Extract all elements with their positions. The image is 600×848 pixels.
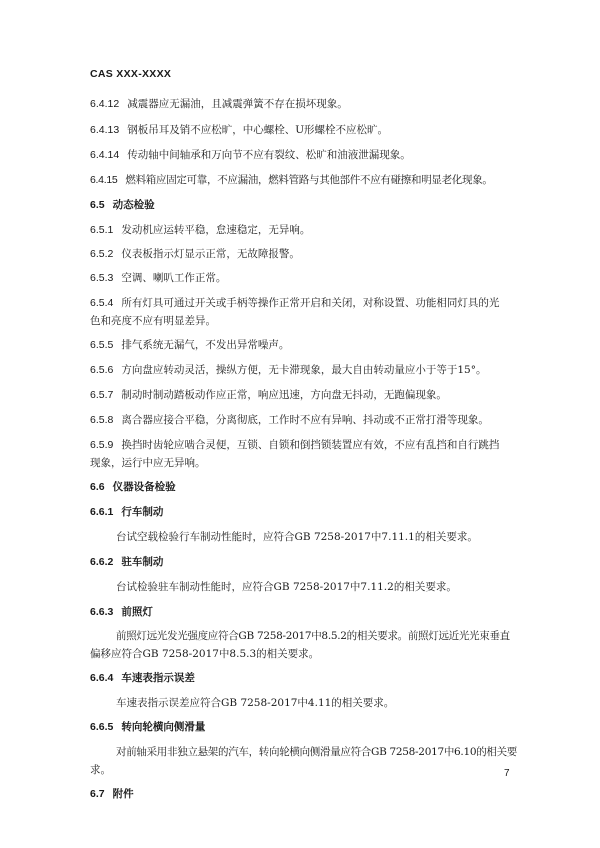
subsection-6-6-4 xyxy=(90,669,520,688)
clause-6-5-2 xyxy=(90,245,520,264)
document-header: CAS XXX-XXXX xyxy=(90,68,172,80)
clause-6-5-9 xyxy=(90,436,520,455)
section-number: 6.5 xyxy=(90,199,105,211)
section-6-7 xyxy=(90,785,520,804)
clause-text: 换挡时齿轮应啮合灵便，互锁、自锁和倒挡锁装置应有效，不应有乱挡和自行跳挡 xyxy=(121,439,500,451)
clause-text: 钢板吊耳及销不应松旷，中心螺栓、U形螺栓不应松旷。 xyxy=(127,124,389,136)
section-number: 6.6.1 xyxy=(90,506,114,518)
subsection-6-6-3 xyxy=(90,603,520,622)
clause-number: 6.5.2 xyxy=(90,248,114,260)
subsection-6-6-2 xyxy=(90,553,520,572)
clause-6-5-8 xyxy=(90,411,520,430)
clause-text: 仪表板指示灯显示正常，无故障报警。 xyxy=(121,248,300,260)
clause-text: 排气系统无漏气，不发出异常噪声。 xyxy=(121,339,290,351)
section-title: 动态检验 xyxy=(112,199,155,211)
body-6-6-4: 车速表指示误差应符合GB 7258-2017中4.11的相关要求。 xyxy=(116,697,395,709)
section-6-5 xyxy=(90,196,520,215)
clause-text: 离合器应接合平稳，分离彻底，工作时不应有异响、抖动或不正常打滑等现象。 xyxy=(121,414,489,426)
section-title: 附件 xyxy=(112,788,134,800)
section-title: 车速表指示误差 xyxy=(121,672,195,684)
clause-6-5-3 xyxy=(90,269,520,288)
clause-6-4-14 xyxy=(90,146,520,165)
clause-6-5-5 xyxy=(90,336,520,355)
clause-number: 6.5.8 xyxy=(90,414,114,426)
clause-6-5-4-continued: 色和亮度不应有明显差异。 xyxy=(90,315,216,327)
clause-text: 发动机应运转平稳，怠速稳定，无异响。 xyxy=(121,224,311,236)
clause-6-4-15 xyxy=(90,171,520,190)
subsection-6-6-5 xyxy=(90,718,520,737)
clause-number: 6.5.1 xyxy=(90,224,114,236)
clause-text: 减震器应无漏油，且减震弹簧不存在损坏现象。 xyxy=(127,98,348,110)
clause-text: 空调、喇叭工作正常。 xyxy=(121,272,227,284)
section-number: 6.6.5 xyxy=(90,721,114,733)
section-title: 行车制动 xyxy=(121,506,164,518)
section-number: 6.6 xyxy=(90,481,105,493)
clause-number: 6.5.7 xyxy=(90,389,114,401)
clause-6-4-12 xyxy=(90,95,520,114)
section-6-6 xyxy=(90,478,520,497)
body-6-6-5: 对前轴采用非独立悬架的汽车，转向轮横向侧滑量应符合GB 7258-2017中6.10的相关要 xyxy=(116,746,518,758)
clause-6-5-4 xyxy=(90,294,520,313)
body-6-6-1: 台试空载检验行车制动性能时，应符合GB 7258-2017中7.11.1的相关要求。 xyxy=(116,531,478,543)
clause-number: 6.4.13 xyxy=(90,124,120,136)
clause-6-5-6 xyxy=(90,361,520,380)
clause-number: 6.4.14 xyxy=(90,149,120,161)
clause-text: 方向盘应转动灵活，操纵方便，无卡滞现象，最大自由转动量应小于等于15°。 xyxy=(121,364,487,376)
clause-number: 6.4.12 xyxy=(90,98,120,110)
clause-text: 制动时制动踏板动作应正常，响应迅速，方向盘无抖动，无跑偏现象。 xyxy=(121,389,447,401)
section-number: 6.6.2 xyxy=(90,556,114,568)
body-6-6-3: 前照灯远光发光强度应符合GB 7258-2017中8.5.2的相关要求。前照灯远近光光束垂直 xyxy=(116,630,510,642)
section-title: 驻车制动 xyxy=(121,556,164,568)
clause-6-5-1 xyxy=(90,221,520,240)
body-6-6-2: 台试检验驻车制动性能时，应符合GB 7258-2017中7.11.2的相关要求。 xyxy=(116,581,457,593)
clause-number: 6.5.9 xyxy=(90,439,114,451)
clause-number: 6.5.4 xyxy=(90,297,114,309)
clause-number: 6.5.6 xyxy=(90,364,114,376)
clause-number: 6.4.15 xyxy=(90,174,118,186)
section-title: 转向轮横向侧滑量 xyxy=(121,721,206,733)
clause-6-5-9-continued: 现象，运行中应无异响。 xyxy=(90,457,206,469)
subsection-6-6-1 xyxy=(90,503,520,522)
section-title: 仪器设备检验 xyxy=(112,481,176,493)
section-number: 6.7 xyxy=(90,788,105,800)
clause-6-4-13 xyxy=(90,121,520,140)
clause-6-5-7 xyxy=(90,386,520,405)
body-6-6-5-continued: 求。 xyxy=(90,764,111,776)
section-title: 前照灯 xyxy=(121,606,153,618)
clause-text: 传动轴中间轴承和万向节不应有裂纹、松旷和油液泄漏现象。 xyxy=(127,149,411,161)
section-number: 6.6.3 xyxy=(90,606,114,618)
clause-text: 燃料箱应固定可靠，不应漏油，燃料管路与其他部件不应有碰擦和明显老化现象。 xyxy=(125,174,493,186)
section-number: 6.6.4 xyxy=(90,672,114,684)
clause-text: 所有灯具可通过开关或手柄等操作正常开启和关闭，对称设置、功能相同灯具的光 xyxy=(121,297,500,309)
body-6-6-3-continued: 偏移应符合GB 7258-2017中8.5.3的相关要求。 xyxy=(90,648,320,660)
clause-number: 6.5.3 xyxy=(90,272,114,284)
page-number: 7 xyxy=(504,768,510,779)
clause-number: 6.5.5 xyxy=(90,339,114,351)
